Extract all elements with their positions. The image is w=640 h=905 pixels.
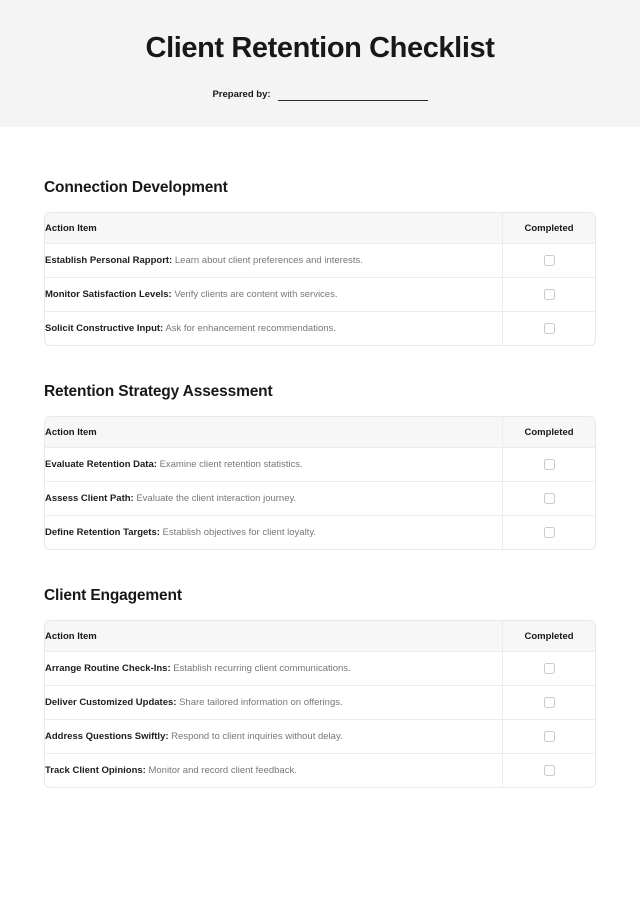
- action-item-label: Track Client Opinions:: [45, 764, 146, 776]
- column-header-action-item: Action Item: [45, 621, 502, 652]
- action-item-label: Define Retention Targets:: [45, 526, 160, 538]
- action-item-label: Address Questions Swiftly:: [45, 730, 169, 742]
- action-item-cell: [45, 652, 502, 686]
- prepared-by-label: Prepared by:: [212, 89, 271, 100]
- section-title: Connection Development: [44, 179, 228, 196]
- action-item-cell: [45, 516, 502, 549]
- checkbox[interactable]: [544, 323, 555, 334]
- action-item-description: Ask for enhancement recommendations.: [165, 322, 336, 334]
- action-item-description: Learn about client preferences and interests.: [174, 254, 363, 266]
- checkbox[interactable]: [544, 663, 555, 674]
- action-item-cell: [45, 720, 502, 754]
- column-header-completed: Completed: [502, 417, 595, 448]
- action-item-label: Establish Personal Rapport:: [45, 254, 173, 266]
- table-row: [45, 720, 595, 754]
- completed-cell: [502, 686, 595, 720]
- table-row: [45, 278, 595, 312]
- action-item-description: Establish objectives for client loyalty.: [162, 526, 317, 538]
- action-item-cell: [45, 278, 502, 312]
- checkbox[interactable]: [544, 459, 555, 470]
- checkbox[interactable]: [544, 289, 555, 300]
- action-item-cell: [45, 312, 502, 345]
- page-title: Client Retention Checklist: [145, 32, 495, 64]
- action-item-description: Monitor and record client feedback.: [148, 764, 297, 776]
- action-item-cell: [45, 448, 502, 482]
- completed-cell: [502, 448, 595, 482]
- prepared-by-row: [0, 89, 640, 101]
- checklist-section: [44, 346, 596, 550]
- table-row: [45, 482, 595, 516]
- column-header-completed: Completed: [502, 213, 595, 244]
- completed-cell: [502, 244, 595, 278]
- document-header: [0, 0, 640, 127]
- action-item-label: Solicit Constructive Input:: [45, 322, 164, 334]
- action-item-label: Deliver Customized Updates:: [45, 696, 177, 708]
- table-header-row: [45, 213, 595, 244]
- table-row: [45, 652, 595, 686]
- checkbox[interactable]: [544, 493, 555, 504]
- checklist-section: [44, 550, 596, 788]
- action-item-label: Monitor Satisfaction Levels:: [45, 288, 172, 300]
- column-header-action-item: Action Item: [45, 417, 502, 448]
- completed-cell: [502, 720, 595, 754]
- table-header-row: [45, 621, 595, 652]
- checkbox[interactable]: [544, 255, 555, 266]
- action-item-description: Respond to client inquiries without delay.: [171, 730, 343, 742]
- completed-cell: [502, 754, 595, 787]
- completed-cell: [502, 312, 595, 345]
- completed-cell: [502, 482, 595, 516]
- checklist-section: [44, 127, 596, 346]
- action-item-description: Evaluate the client interaction journey.: [136, 492, 297, 504]
- checkbox[interactable]: [544, 731, 555, 742]
- action-item-label: Arrange Routine Check-Ins:: [45, 662, 171, 674]
- action-item-cell: [45, 482, 502, 516]
- table-row: [45, 516, 595, 549]
- action-item-cell: [45, 244, 502, 278]
- table-row: [45, 312, 595, 345]
- completed-cell: [502, 516, 595, 549]
- action-item-cell: [45, 754, 502, 787]
- action-item-description: Establish recurring client communications.: [173, 662, 351, 674]
- action-item-cell: [45, 686, 502, 720]
- table-row: [45, 448, 595, 482]
- checkbox[interactable]: [544, 765, 555, 776]
- column-header-completed: Completed: [502, 621, 595, 652]
- completed-cell: [502, 278, 595, 312]
- prepared-by-input[interactable]: [278, 90, 428, 101]
- action-item-description: Verify clients are content with services.: [174, 288, 338, 300]
- action-item-label: Evaluate Retention Data:: [45, 458, 157, 470]
- action-item-description: Share tailored information on offerings.: [179, 696, 343, 708]
- action-item-description: Examine client retention statistics.: [159, 458, 303, 470]
- sections-container: [44, 127, 596, 788]
- checklist-table: [44, 416, 596, 550]
- action-item-label: Assess Client Path:: [45, 492, 134, 504]
- section-title: Client Engagement: [44, 587, 182, 604]
- completed-cell: [502, 652, 595, 686]
- column-header-action-item: Action Item: [45, 213, 502, 244]
- checkbox[interactable]: [544, 527, 555, 538]
- checklist-table: [44, 620, 596, 788]
- table-row: [45, 686, 595, 720]
- document-body: [0, 127, 640, 788]
- checklist-table: [44, 212, 596, 346]
- table-header-row: [45, 417, 595, 448]
- checkbox[interactable]: [544, 697, 555, 708]
- section-title: Retention Strategy Assessment: [44, 383, 273, 400]
- table-row: [45, 754, 595, 787]
- table-row: [45, 244, 595, 278]
